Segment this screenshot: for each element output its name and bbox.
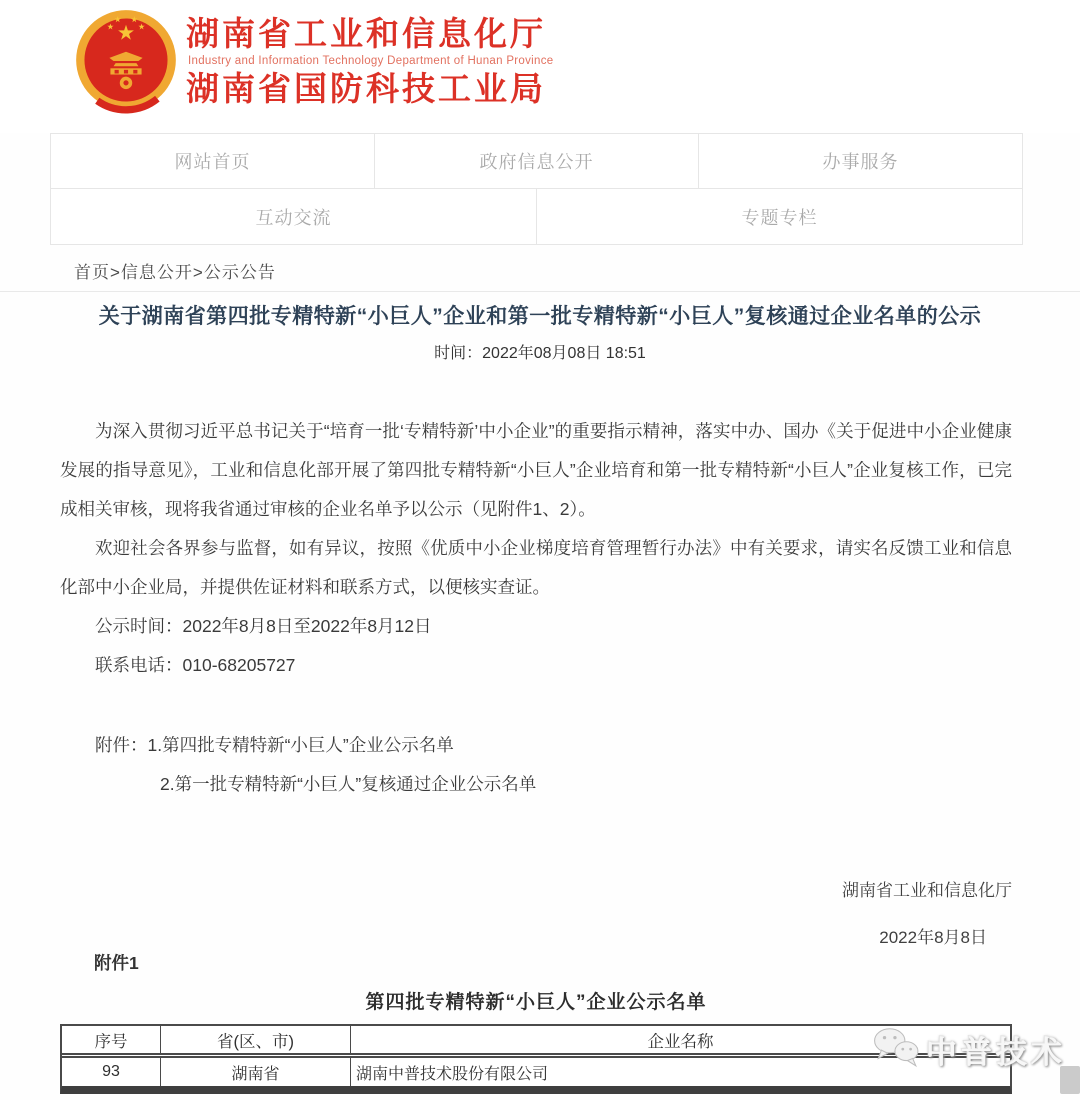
org-name-english: Industry and Information Technology Department of Hunan Province: [188, 55, 554, 67]
enterprise-table: [60, 1024, 1012, 1094]
table-header-row: [62, 1026, 1010, 1058]
nav-row-2: [51, 189, 1022, 244]
article-time: 时间：2022年08月08日 18:51: [434, 345, 646, 362]
paragraph-intro: 为深入贯彻习近平总书记关于“培育一批‘专精特新’中小企业”的重要指示精神，落实中办、国办《关于促进中小企业健康发展的指导意见》，工业和信息化部开展了第四批专精特新“小巨人”企业培育和第一批专精特新“小巨人”企业复核工作，已完成相关审核，现将我省通过审核的企业名单予以公示（见附件1、2）。: [60, 421, 1012, 519]
watermark-text: 中普技术: [926, 1035, 1066, 1070]
signature-org: 湖南省工业和信息化厅: [842, 881, 1012, 900]
breadcrumb[interactable]: 首页>信息公开>公示公告: [74, 263, 276, 282]
nav-item-home[interactable]: 网站首页: [174, 152, 251, 172]
spacer: [60, 685, 1012, 726]
nav-item-gov-info[interactable]: 政府信息公开: [374, 134, 698, 188]
cell-province: 湖南省: [160, 1058, 350, 1086]
signature-date: 2022年8月8日: [879, 928, 987, 947]
nav-item-services[interactable]: 办事服务: [698, 134, 1022, 188]
table-title: 第四批专精特新“小巨人”企业公示名单: [365, 992, 707, 1013]
publicity-period: 公示时间：2022年8月8日至2022年8月12日: [95, 616, 432, 636]
cell-index: 93: [102, 1063, 120, 1080]
article-title: 关于湖南省第四批专精特新“小巨人”企业和第一批专精特新“小巨人”复核通过企业名单的公示: [98, 305, 982, 328]
paragraph-supervision: 欢迎社会各界参与监督，如有异议，按照《优质中小企业梯度培育管理暂行办法》中有关要求，请实名反馈工业和信息化部中小企业局，并提供佐证材料和联系方式，以便核实查证。: [60, 538, 1012, 597]
attachment-line-2: 2.第一批专精特新“小巨人”复核通过企业公示名单: [160, 774, 537, 794]
nav-item-interaction[interactable]: 互动交流: [255, 207, 332, 228]
org-name-primary: 湖南省工业和信息化厅: [186, 15, 546, 52]
col-header-company: 企业名称: [350, 1026, 1010, 1053]
divider: [0, 291, 1080, 292]
cell-company: 湖南中普技术股份有限公司: [350, 1058, 1010, 1086]
org-name-secondary: 湖南省国防科技工业局: [186, 70, 546, 107]
watermark: [872, 1026, 1066, 1073]
article-body: [60, 412, 1012, 804]
attachment-line-1: 附件：1.第四批专精特新“小巨人”企业公示名单: [95, 735, 454, 755]
contact-phone: 联系电话：010-68205727: [95, 655, 296, 675]
nav-row-1: [51, 134, 1022, 189]
national-emblem-icon: [72, 6, 180, 114]
main-nav: [50, 133, 1023, 245]
signature-block: [60, 876, 1012, 948]
table-row: [62, 1058, 1010, 1086]
site-header: [0, 0, 1080, 133]
nav-item-special-columns[interactable]: 专题专栏: [536, 189, 1022, 244]
wechat-logo-icon: [872, 1026, 920, 1073]
col-header-index: 序号: [94, 1032, 128, 1051]
col-header-province: 省(区、市): [160, 1026, 350, 1053]
org-names: [186, 14, 553, 109]
attachment1-label: 附件1: [94, 953, 139, 973]
